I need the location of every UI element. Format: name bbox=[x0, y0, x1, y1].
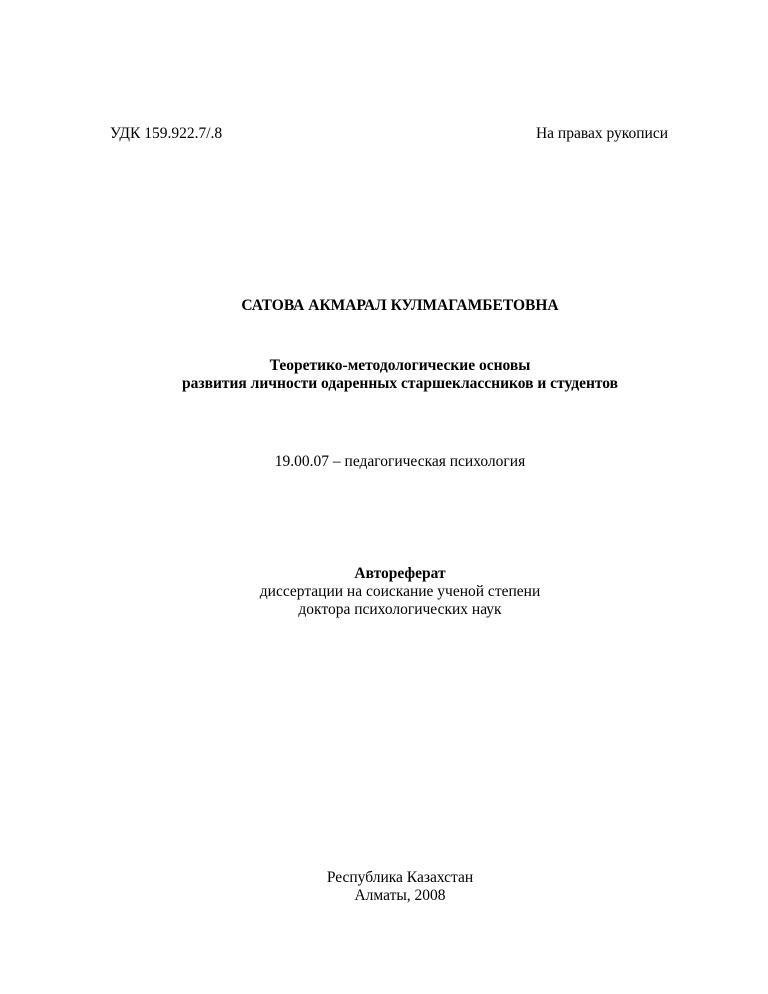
country: Республика Казахстан bbox=[326, 869, 474, 886]
dissertation-title-line-2: развития личности одаренных старшеклассников и студентов bbox=[181, 375, 619, 392]
specialty-code: 19.00.07 – педагогическая психология bbox=[274, 453, 526, 470]
dissertation-title-line-1: Теоретико-методологические основы bbox=[269, 357, 531, 374]
city-year: Алматы, 2008 bbox=[354, 887, 446, 904]
author-name: САТОВА АКМАРАЛ КУЛМАГАМБЕТОВНА bbox=[241, 297, 559, 314]
abstract-description-line-1: диссертации на соискание ученой степени bbox=[259, 583, 541, 600]
abstract-description-line-2: доктора психологических наук bbox=[298, 601, 502, 618]
udk-code: УДК 159.922.7/.8 bbox=[110, 125, 223, 142]
abstract-label: Автореферат bbox=[354, 565, 446, 582]
manuscript-rights-note: На правах рукописи bbox=[535, 125, 668, 142]
